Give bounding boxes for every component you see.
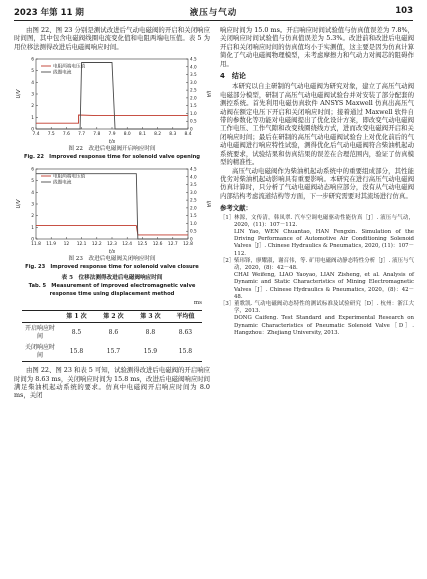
right-column [220,26,414,337]
table5-cell: 15.7 [106,347,121,355]
y-tick-label: 4 [31,191,34,197]
table5-cell: 15.9 [143,347,158,355]
reference-text-cn: 林源，文传清，韩凤翠. 汽车空调电磁驱动性能仿真［J］. 液压与气动，2020，(11)：107－112. [234,214,414,228]
series-line [36,115,188,123]
legend-label: 线圈电流 [53,180,72,186]
y2-tick-label: 1.0 [190,221,197,227]
fig23-chart [14,163,210,255]
table5-cell: 8.6 [108,328,119,336]
issue-label: 2023 年第 11 期 [14,8,84,18]
x-tick-label: 8.4 [184,132,192,138]
x-tick-label: 12.6 [152,242,163,248]
header-rule [14,20,413,21]
y-tick-label: 2 [31,104,34,110]
table5-caption-cn: 表 5 位移法测得改进后电磁阀响应时间 [61,275,163,282]
table-row [22,323,202,343]
y-tick-label: 5 [31,179,34,185]
y-axis-label: U/V [16,89,22,99]
table5-cell: 15.8 [178,347,193,355]
y-tick-label: 6 [31,167,34,173]
table5-unit: ms [193,300,202,307]
outro-paragraph: 由图 22、图 23 和表 5 可知，试验测得改进后电磁阀的开启响应时间为 8.63 ms，关闭响应时间为 15.8 ms，改进后电磁阀响应时间满足柴油机起动系统的要求。仿真中电磁阀开启响应时间为 8.0 ms，关闭 [14,366,210,400]
x-tick-label: 7.7 [78,132,86,138]
y-tick-label: 3 [31,92,34,98]
y-tick-label: 1 [31,226,34,232]
y2-tick-label: 4.5 [190,166,197,172]
y2-tick-label: 3.5 [190,182,197,188]
y2-tick-label: 4.5 [190,56,197,62]
table5-header-cell: 平均值 [176,312,195,320]
y-tick-label: 0 [31,127,34,133]
x-tick-label: 7.8 [93,132,101,138]
reference-number: ［1］ [220,214,235,221]
table5-header-cell: 第 1 次 [66,312,87,320]
y2-tick-label: 4.0 [190,174,197,180]
y2-tick-label: 3.0 [190,190,197,196]
table5-header-cell [22,310,58,323]
x-tick-label: 8.0 [123,132,131,138]
reference-text-en: CHAI Weifeng, LIAO Yaoyao, LIAN Zisheng, et al. Analysis of Dynamic and Static Characteristics of Mining Electromagnetic Valves［J］. Chinese Hydraulics & Pneumatics, 2020，(8)：42－48. [234,272,414,300]
x-axis-label: t/s [108,249,116,256]
y2-tick-label: 4.0 [190,64,197,70]
fig23-caption-cn: 图 23 改进后电磁阀关闭响应时间 [68,256,156,263]
y2-tick-label: 0 [190,126,193,132]
table5-row-label: 关闭响应时间 [24,344,55,359]
page-number: 103 [395,6,413,16]
running-header [14,6,413,20]
x-tick-label: 12.5 [137,242,148,248]
left-column [14,26,210,400]
reference-item [220,301,414,337]
table5-cell: 8.63 [178,328,193,336]
reference-number: ［3］ [220,300,235,307]
x-tick-label: 8.3 [169,132,177,138]
y-tick-label: 3 [31,202,34,208]
y2-axis-label: I/A [205,90,211,98]
fig22-chart [14,53,210,145]
table5-header-row [22,310,202,323]
x-tick-label: 11.8 [31,242,41,248]
table5-cell: 8.5 [71,328,82,336]
fig22-caption-cn: 图 22 改进后电磁阀开启响应时间 [68,146,156,153]
x-tick-label: 7.9 [108,132,116,138]
table5-cell: 8.8 [145,328,156,336]
x-axis-label: t/s [108,139,116,146]
y-tick-label: 0 [31,237,34,243]
x-tick-label: 12.2 [91,242,102,248]
table5-header-cell: 第 2 次 [103,312,124,320]
x-tick-label: 7.4 [32,132,40,138]
x-tick-label: 8.1 [138,132,146,138]
y2-tick-label: 1.5 [190,103,197,109]
y2-tick-label: 2.5 [190,197,197,203]
reference-text-cn: 柴玮锋，廖耀淑，谢召伟，等. 矿用电磁阀动静态特性分析［J］. 液压与气动，2020，(8)：42－48. [234,257,414,271]
y-tick-label: 6 [31,57,34,63]
y2-tick-label: 0.5 [190,228,197,234]
section-title: 4 结论 [220,72,246,81]
table-row [22,342,202,362]
table5-caption-en-2: response time using displacement method [49,291,175,298]
reference-text-cn: 董歌凯. 气动电磁阀动态特性的测试标准及试验研究［D］. 杭州：浙江大学，2013. [234,300,414,315]
table5-caption-en-1: Tab. 5 Measurement of improved electromagnetic valve [28,283,196,290]
y2-tick-label: 3.0 [190,80,197,86]
results-paragraph: 响应时间为 15.0 ms。开启响应时间试验值与仿真值误差为 7.8%，关闭响应时间试验值与仿真值误差为 5.3%。改进前和改进后电磁阀开启和关闭响应时间的仿真值均小于实测值，这主要是因为仿真计算简化了气动电磁阀物理模型，未考虑摩擦力和气动力对阀芯的阻碍作用。 [220,26,414,68]
y-tick-label: 5 [31,69,34,75]
y2-tick-label: 2.0 [190,205,197,211]
series-line [36,226,188,235]
y-axis-label: U/V [16,199,22,209]
legend-label: 线圈电流 [53,70,72,76]
y-tick-label: 4 [31,81,34,87]
fig22-caption-en: Fig. 22 Improved response time for solenoid valve opening [23,154,201,161]
references-title: 参考文献： [220,204,252,213]
reference-number: ［2］ [220,257,235,264]
legend-label: 电阻两端电压值 [53,64,86,70]
y2-tick-label: 1.5 [190,213,197,219]
y2-tick-label: 3.5 [190,72,197,78]
x-tick-label: 12.8 [183,242,193,248]
x-tick-label: 8.2 [154,132,162,138]
y2-tick-label: 0.5 [190,118,197,124]
table5-header-cell: 第 3 次 [140,312,161,320]
x-tick-label: 12 [63,242,70,248]
legend-label: 电阻两端电压值 [53,174,86,180]
conclusion-paragraph-1: 本研究以自主研制的气动电磁阀为研究对象，建立了高压气动阀电磁部分模型，研制了高压气动电磁阀试验台并对安装了部分配套的测控系统。首先利用电磁仿真软件 ANSYS Maxwell 仿真出高压气动阀在额定电压下开启和关闭响应时间；接着通过 Maxwell 软件自带的参数化等功能对电磁阀提出了优化设计方案，即改变气动电磁阀工作电压、工作气隙和改变线圈绕线方式，进而改变电磁阀开启和关闭响应时间；最后在研制的高压气动电磁阀试验台上对优化前后的气动电磁阀进行响应特性试验，测得优化后气动电磁阀符合柴油机起动系统要求，试验结果和仿真结果的误差在合理范围内，验证了仿真模型的精准性。 [220,82,414,167]
y2-tick-label: 0 [190,236,193,242]
y2-tick-label: 2.5 [190,87,197,93]
y2-tick-label: 2.0 [190,95,197,101]
journal-name: 液压与气动 [189,8,238,18]
reference-text-en: DONG Caifeng. Test Standard and Experimental Research on Dynamic Characteristics of Pneumatic Solenoid Valve［D］. Hangzhou：Zhejiang University, 2013. [234,315,414,336]
reference-text-en: LIN Yao, WEN Chuantao, HAN Fengxin. Simulation of the Driving Performance of Automotive Air Conditioning Solenoid Valves［J］. Chinese Hydraulics & Pneumatics, 2020, (11)：107－112. [234,228,414,257]
x-tick-label: 7.6 [62,132,70,138]
reference-item [220,215,414,258]
table5 [22,310,202,363]
x-tick-label: 12.1 [76,242,87,248]
fig23-caption-en: Fig. 23 Improved response time for solenoid valve closure [25,264,199,271]
x-tick-label: 7.5 [47,132,55,138]
y2-tick-label: 1.0 [190,111,197,117]
x-tick-label: 11.9 [46,242,57,248]
y-tick-label: 2 [31,214,34,220]
table5-row-label: 开启响应时间 [24,325,55,340]
intro-paragraph: 由图 22、图 23 分别是测试改进后气动电磁阀的开启和关闭响应时间图，其中包含电磁阀线圈电流变化值和电阻两端电压值。表 5 为用位移法测得改进后电磁阀响应时间。 [14,26,210,51]
y-tick-label: 1 [31,116,34,122]
table5-cell: 15.8 [69,347,84,355]
x-tick-label: 12.3 [107,242,117,248]
conclusion-paragraph-2: 高压气动电磁阀作为柴油机起动系统中的重要组成部分，其性能优劣对柴油机起动影响具有重要影响。本研究在进行高压气动电磁阀仿真计算时，只分析了气动电磁阀动态响应部分，没有从气动电磁阀内部结构考虑流道结构等方面，下一步研究需要对其流场进行仿真。 [220,166,414,200]
y2-axis-label: I/A [205,200,211,208]
x-tick-label: 12.4 [122,242,133,248]
x-tick-label: 12.7 [167,242,178,248]
reference-item [220,258,414,301]
